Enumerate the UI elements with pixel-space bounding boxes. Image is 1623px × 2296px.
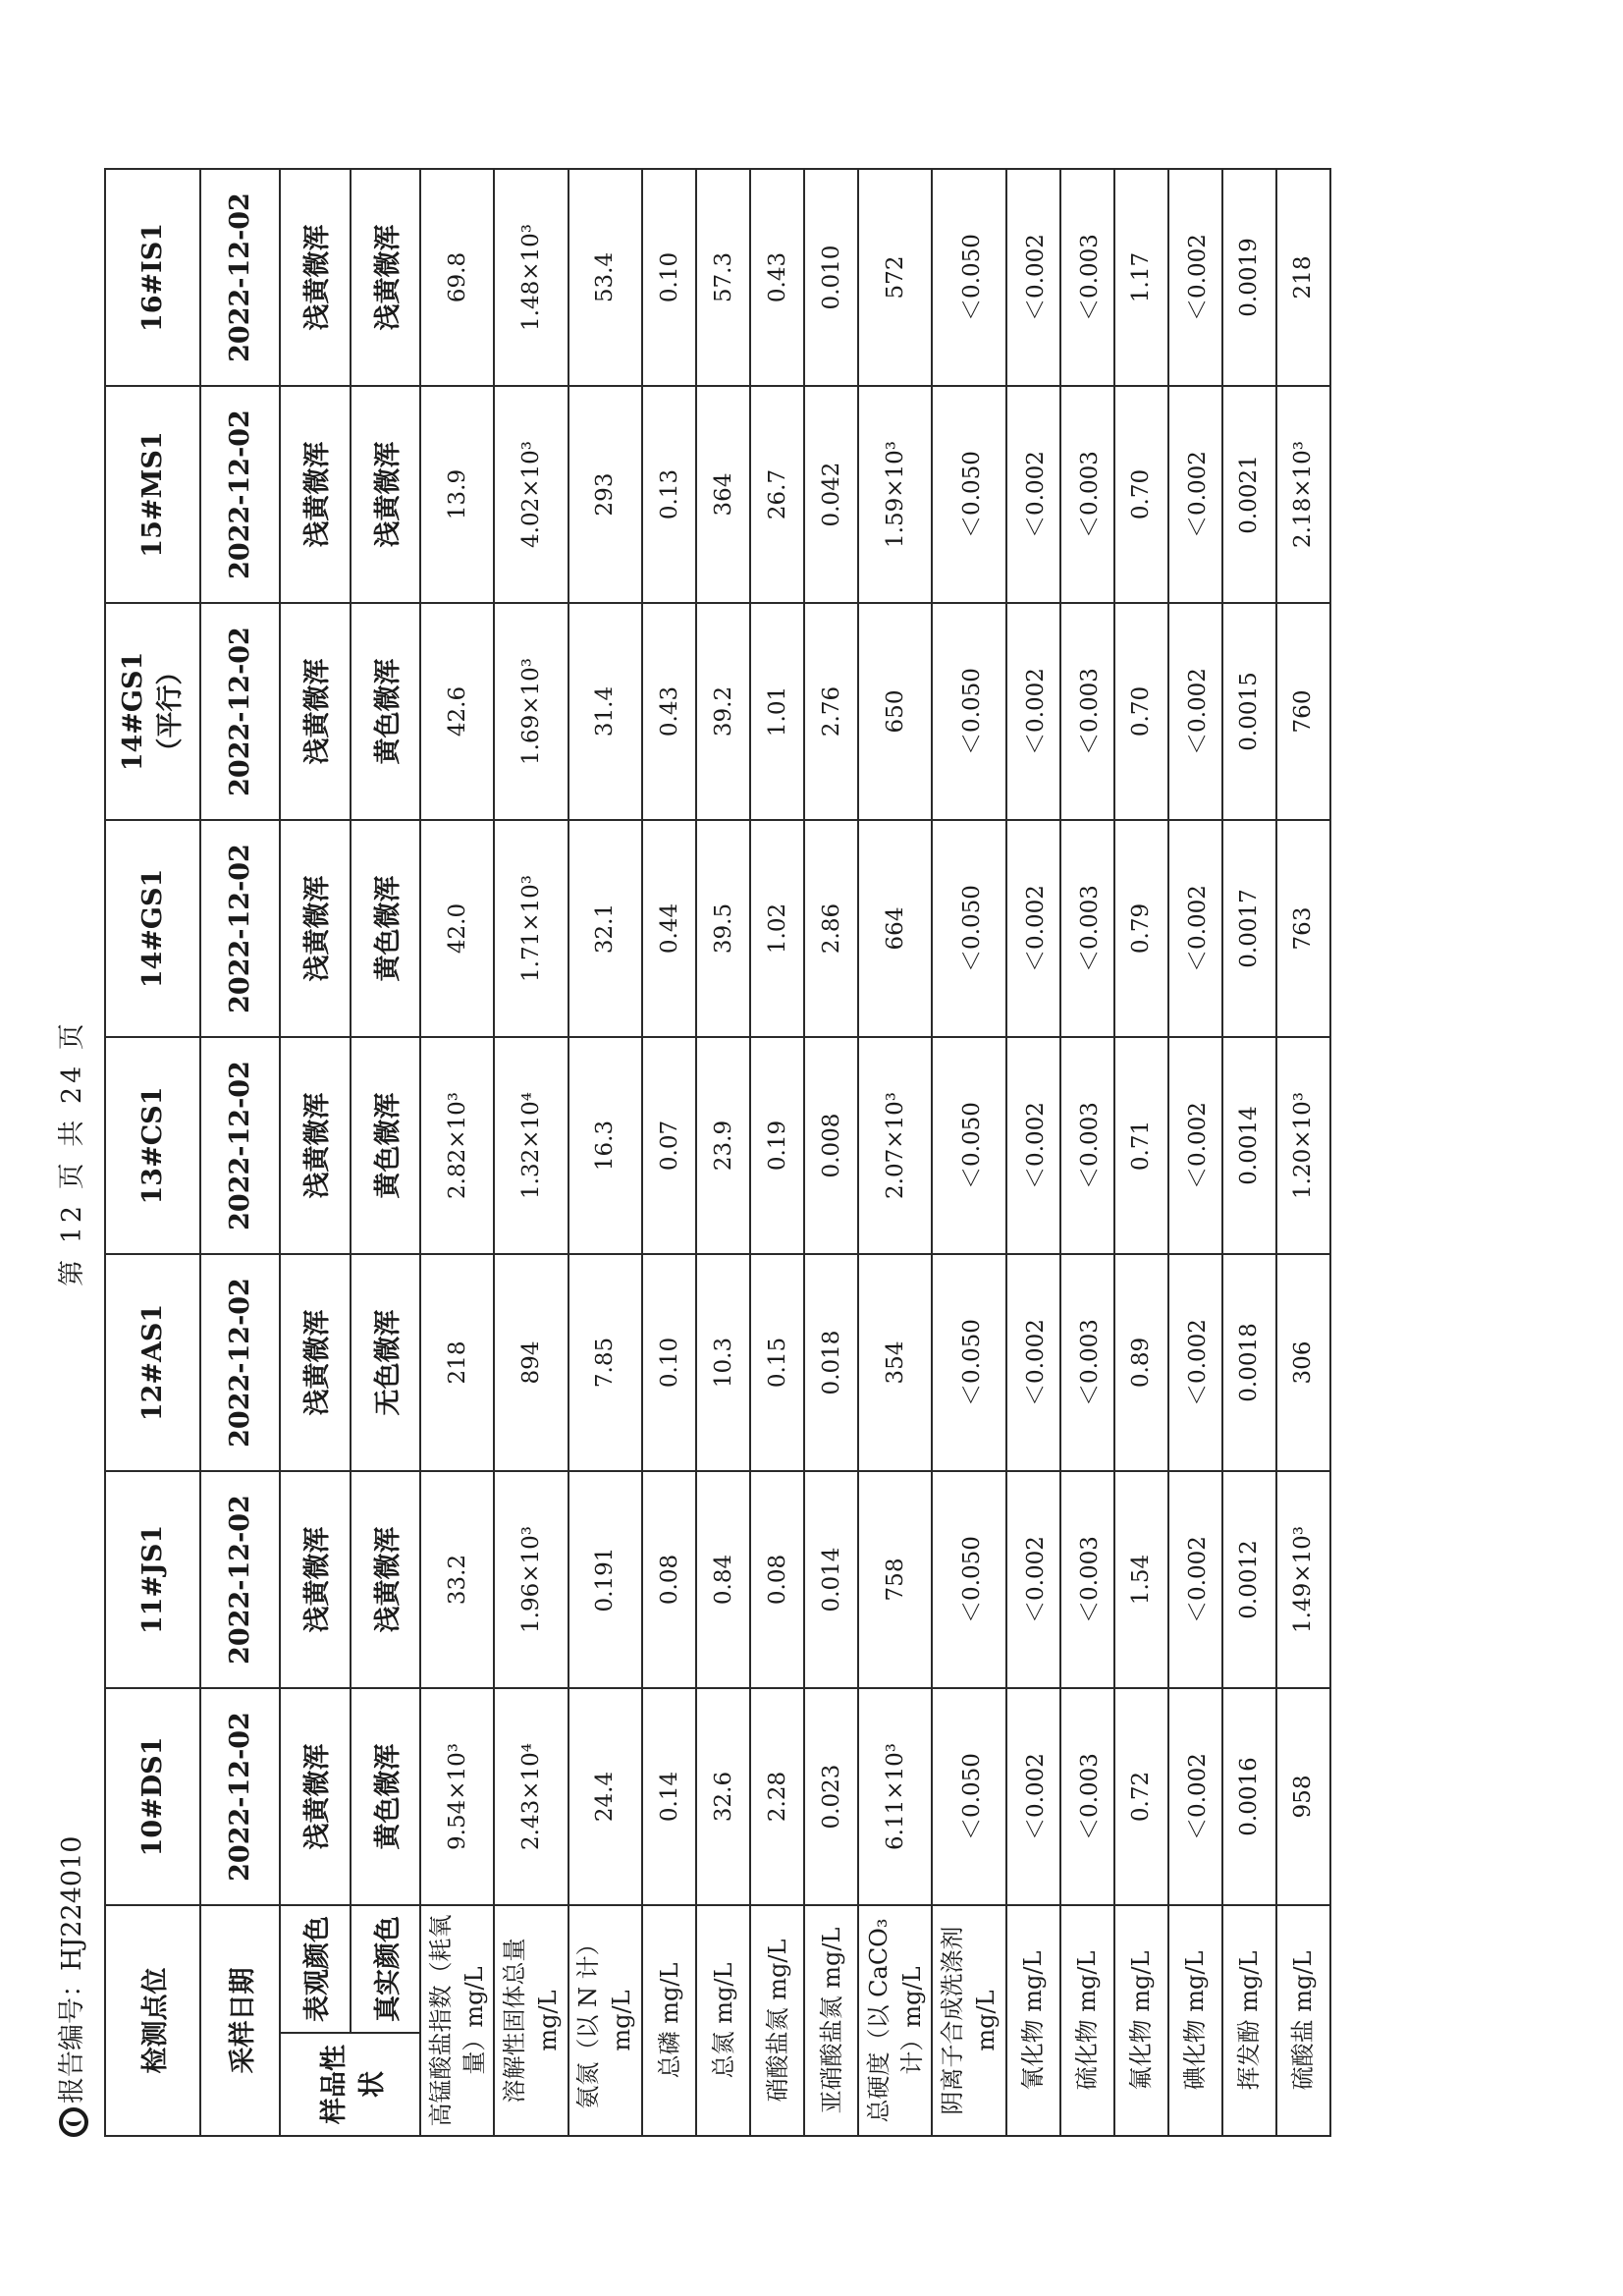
value-cell: 758 [858, 1471, 932, 1688]
value-cell: ＜0.003 [1060, 1471, 1114, 1688]
site-cell [105, 1688, 200, 1905]
value-cell: ＜0.003 [1060, 820, 1114, 1037]
true-color-cell: 浅黄微浑 [351, 1471, 420, 1688]
value-cell: 53.4 [568, 169, 642, 386]
parameter-label-cell: 阴离子合成洗涤剂 mg/L [932, 1905, 1005, 2136]
apparent-color-cell: 浅黄微浑 [280, 1471, 350, 1688]
site-cell [105, 1037, 200, 1254]
site-cell [105, 603, 200, 820]
parameter-row [568, 169, 642, 2136]
value-cell: 572 [858, 169, 932, 386]
value-cell: 894 [494, 1254, 568, 1471]
parameter-row [1276, 169, 1330, 2136]
value-cell: 0.0012 [1222, 1471, 1276, 1688]
value-cell: 0.71 [1114, 1037, 1168, 1254]
site-cell [105, 1471, 200, 1688]
value-cell: 0.70 [1114, 603, 1168, 820]
value-cell: 0.70 [1114, 386, 1168, 603]
value-cell: 760 [1276, 603, 1330, 820]
value-cell: 1.02 [750, 820, 804, 1037]
value-cell: 0.191 [568, 1471, 642, 1688]
parameter-row [804, 169, 858, 2136]
value-cell: 1.20×10³ [1276, 1037, 1330, 1254]
value-cell: 1.54 [1114, 1471, 1168, 1688]
value-cell: 57.3 [696, 169, 750, 386]
parameter-row [420, 169, 494, 2136]
parameter-row [932, 169, 1005, 2136]
value-cell: 354 [858, 1254, 932, 1471]
parameter-label-cell: 硫化物 mg/L [1060, 1905, 1114, 2136]
value-cell: 26.7 [750, 386, 804, 603]
value-cell: 218 [420, 1254, 494, 1471]
date-cell: 2022-12-02 [200, 386, 281, 603]
true-color-cell: 黄色微浑 [351, 1037, 420, 1254]
value-cell: 0.14 [642, 1688, 696, 1905]
value-cell: ＜0.002 [1006, 169, 1060, 386]
value-cell: 0.10 [642, 169, 696, 386]
site-name: 14#GS1 [118, 651, 149, 772]
value-cell: 9.54×10³ [420, 1688, 494, 1905]
parameter-row [1114, 169, 1168, 2136]
apparent-color-cell: 浅黄微浑 [280, 1688, 350, 1905]
value-cell: 1.01 [750, 603, 804, 820]
value-cell: 0.0018 [1222, 1254, 1276, 1471]
value-cell: 0.0021 [1222, 386, 1276, 603]
parameter-label-cell: 氟化物 mg/L [1114, 1905, 1168, 2136]
apparent-color-label-cell: 表观颜色 [280, 1905, 350, 2033]
value-cell: 0.89 [1114, 1254, 1168, 1471]
value-cell: 2.76 [804, 603, 858, 820]
value-cell: 0.008 [804, 1037, 858, 1254]
value-cell: 42.0 [420, 820, 494, 1037]
value-cell: 2.86 [804, 820, 858, 1037]
parameter-row [642, 169, 696, 2136]
value-cell: 0.07 [642, 1037, 696, 1254]
parameter-label-cell: 总磷 mg/L [642, 1905, 696, 2136]
true-color-cell: 浅黄微浑 [351, 169, 420, 386]
value-cell: 0.13 [642, 386, 696, 603]
value-cell: ＜0.050 [932, 1688, 1005, 1905]
value-cell: 16.3 [568, 1037, 642, 1254]
apparent-color-cell: 浅黄微浑 [280, 1037, 350, 1254]
date-cell: 2022-12-02 [200, 820, 281, 1037]
value-cell: 0.43 [642, 603, 696, 820]
report-number-label: 报告编号： [57, 1971, 87, 2104]
apparent-color-cell: 浅黄微浑 [280, 386, 350, 603]
date-cell: 2022-12-02 [200, 603, 281, 820]
site-name-suffix: （平行） [155, 658, 187, 765]
value-cell: 0.10 [642, 1254, 696, 1471]
site-name: 14#GS1 [136, 868, 168, 989]
value-cell: ＜0.003 [1060, 1254, 1114, 1471]
apparent-color-cell: 浅黄微浑 [280, 820, 350, 1037]
value-cell: ＜0.002 [1168, 1688, 1222, 1905]
parameter-row [1060, 169, 1114, 2136]
value-cell: 0.014 [804, 1471, 858, 1688]
value-cell: 0.042 [804, 386, 858, 603]
test-results-table [104, 168, 1331, 2137]
value-cell: 958 [1276, 1688, 1330, 1905]
value-cell: 306 [1276, 1254, 1330, 1471]
value-cell: 1.17 [1114, 169, 1168, 386]
value-cell: ＜0.050 [932, 820, 1005, 1037]
value-cell: 0.0017 [1222, 820, 1276, 1037]
value-cell: 0.08 [750, 1471, 804, 1688]
true-color-row [351, 169, 420, 2136]
value-cell: ＜0.003 [1060, 603, 1114, 820]
apparent-color-cell: 浅黄微浑 [280, 169, 350, 386]
value-cell: 1.48×10³ [494, 169, 568, 386]
parameter-row [494, 169, 568, 2136]
parameter-label-cell: 硫酸盐 mg/L [1276, 1905, 1330, 2136]
rotated-report-page [57, 169, 1331, 2137]
value-cell: ＜0.050 [932, 1471, 1005, 1688]
value-cell: ＜0.002 [1168, 1037, 1222, 1254]
value-cell: 763 [1276, 820, 1330, 1037]
parameter-row [858, 169, 932, 2136]
value-cell: 1.69×10³ [494, 603, 568, 820]
site-name: 15#MS1 [136, 431, 168, 558]
true-color-cell: 黄色微浑 [351, 1688, 420, 1905]
value-cell: 1.71×10³ [494, 820, 568, 1037]
site-cell [105, 169, 200, 386]
parameter-label-cell: 高锰酸盐指数（耗氧量）mg/L [420, 1905, 494, 2136]
date-cell: 2022-12-02 [200, 1254, 281, 1471]
value-cell: 2.18×10³ [1276, 386, 1330, 603]
value-cell: 0.08 [642, 1471, 696, 1688]
true-color-label-cell: 真实颜色 [351, 1905, 420, 2033]
value-cell: 650 [858, 603, 932, 820]
value-cell: 6.11×10³ [858, 1688, 932, 1905]
value-cell: ＜0.050 [932, 1037, 1005, 1254]
sample-property-group-cell: 样品性状 [280, 2033, 420, 2136]
apparent-color-row [280, 169, 350, 2136]
value-cell: 32.6 [696, 1688, 750, 1905]
value-cell: 0.018 [804, 1254, 858, 1471]
true-color-cell: 无色微浑 [351, 1254, 420, 1471]
value-cell: ＜0.050 [932, 169, 1005, 386]
parameter-label-cell: 总硬度（以 CaCO₃ 计）mg/L [858, 1905, 932, 2136]
value-cell: 31.4 [568, 603, 642, 820]
date-cell: 2022-12-02 [200, 1037, 281, 1254]
value-cell: ＜0.003 [1060, 169, 1114, 386]
value-cell: ＜0.002 [1006, 386, 1060, 603]
value-cell: ＜0.050 [932, 1254, 1005, 1471]
value-cell: ＜0.002 [1168, 1254, 1222, 1471]
date-cell: 2022-12-02 [200, 1471, 281, 1688]
value-cell: 218 [1276, 169, 1330, 386]
page-number: 第 12 页 共 24 页 [57, 1019, 87, 1286]
value-cell: ＜0.002 [1168, 603, 1222, 820]
site-name: 10#DS1 [136, 1736, 168, 1857]
value-cell: 33.2 [420, 1471, 494, 1688]
value-cell: 0.0019 [1222, 169, 1276, 386]
value-cell: 0.0014 [1222, 1037, 1276, 1254]
value-cell: 2.28 [750, 1688, 804, 1905]
value-cell: 4.02×10³ [494, 386, 568, 603]
apparent-color-cell: 浅黄微浑 [280, 603, 350, 820]
value-cell: 0.44 [642, 820, 696, 1037]
value-cell: ＜0.003 [1060, 1688, 1114, 1905]
site-cell [105, 1254, 200, 1471]
value-cell: 2.43×10⁴ [494, 1688, 568, 1905]
value-cell: ＜0.002 [1006, 1471, 1060, 1688]
value-cell: 42.6 [420, 603, 494, 820]
parameter-row [1222, 169, 1276, 2136]
true-color-cell: 黄色微浑 [351, 603, 420, 820]
apparent-color-cell: 浅黄微浑 [280, 1254, 350, 1471]
value-cell: 39.2 [696, 603, 750, 820]
report-table-wrapper [57, 169, 1331, 2137]
value-cell: 0.43 [750, 169, 804, 386]
date-label-cell: 采样日期 [200, 1905, 281, 2136]
value-cell: 0.15 [750, 1254, 804, 1471]
parameter-row [696, 169, 750, 2136]
value-cell: 0.023 [804, 1688, 858, 1905]
value-cell: 13.9 [420, 386, 494, 603]
value-cell: ＜0.050 [932, 603, 1005, 820]
value-cell: ＜0.002 [1168, 169, 1222, 386]
date-cell: 2022-12-02 [200, 1688, 281, 1905]
value-cell: 32.1 [568, 820, 642, 1037]
value-cell: 10.3 [696, 1254, 750, 1471]
parameter-label-cell: 挥发酚 mg/L [1222, 1905, 1276, 2136]
value-cell: 364 [696, 386, 750, 603]
value-cell: 0.0015 [1222, 603, 1276, 820]
date-row [200, 169, 281, 2136]
value-cell: 23.9 [696, 1037, 750, 1254]
parameter-label-cell: 总氮 mg/L [696, 1905, 750, 2136]
value-cell: ＜0.002 [1006, 1254, 1060, 1471]
value-cell: 0.19 [750, 1037, 804, 1254]
parameter-row [1006, 169, 1060, 2136]
value-cell: 24.4 [568, 1688, 642, 1905]
parameter-label-cell: 氨氮（以 N 计）mg/L [568, 1905, 642, 2136]
site-name: 12#AS1 [136, 1303, 168, 1422]
value-cell: ＜0.002 [1006, 1037, 1060, 1254]
true-color-cell: 黄色微浑 [351, 820, 420, 1037]
parameter-row [1168, 169, 1222, 2136]
value-cell: 2.07×10³ [858, 1037, 932, 1254]
parameter-label-cell: 硝酸盐氮 mg/L [750, 1905, 804, 2136]
date-cell: 2022-12-02 [200, 169, 281, 386]
site-cell [105, 820, 200, 1037]
value-cell: 0.72 [1114, 1688, 1168, 1905]
value-cell: 1.59×10³ [858, 386, 932, 603]
value-cell: ＜0.002 [1006, 1688, 1060, 1905]
value-cell: ＜0.003 [1060, 1037, 1114, 1254]
site-cell [105, 386, 200, 603]
site-name: 11#JS1 [136, 1524, 168, 1635]
value-cell: 69.8 [420, 169, 494, 386]
value-cell: 664 [858, 820, 932, 1037]
parameter-label-cell: 氰化物 mg/L [1006, 1905, 1060, 2136]
report-number: HJ224010 [57, 1835, 87, 1971]
value-cell: 7.85 [568, 1254, 642, 1471]
site-name: 16#IS1 [136, 222, 168, 333]
value-cell: ＜0.002 [1168, 386, 1222, 603]
value-cell: ＜0.002 [1168, 1471, 1222, 1688]
site-name: 13#CS1 [136, 1086, 168, 1205]
value-cell: ＜0.002 [1006, 603, 1060, 820]
parameter-row [750, 169, 804, 2136]
value-cell: ＜0.002 [1168, 820, 1222, 1037]
value-cell: ＜0.050 [932, 386, 1005, 603]
value-cell: 0.84 [696, 1471, 750, 1688]
value-cell: 0.0016 [1222, 1688, 1276, 1905]
parameter-label-cell: 溶解性固体总量 mg/L [494, 1905, 568, 2136]
value-cell: 293 [568, 386, 642, 603]
value-cell: 1.49×10³ [1276, 1471, 1330, 1688]
true-color-cell: 浅黄微浑 [351, 386, 420, 603]
value-cell: 0.010 [804, 169, 858, 386]
value-cell: ＜0.003 [1060, 386, 1114, 603]
value-cell: 39.5 [696, 820, 750, 1037]
value-cell: ＜0.002 [1006, 820, 1060, 1037]
value-cell: 0.79 [1114, 820, 1168, 1037]
site-row [105, 169, 200, 2136]
value-cell: 1.32×10⁴ [494, 1037, 568, 1254]
parameter-label-cell: 亚硝酸盐氮 mg/L [804, 1905, 858, 2136]
value-cell: 1.96×10³ [494, 1471, 568, 1688]
site-label-cell: 检测点位 [105, 1905, 200, 2136]
parameter-label-cell: 碘化物 mg/L [1168, 1905, 1222, 2136]
value-cell: 2.82×10³ [420, 1037, 494, 1254]
table-body [105, 169, 1330, 2136]
